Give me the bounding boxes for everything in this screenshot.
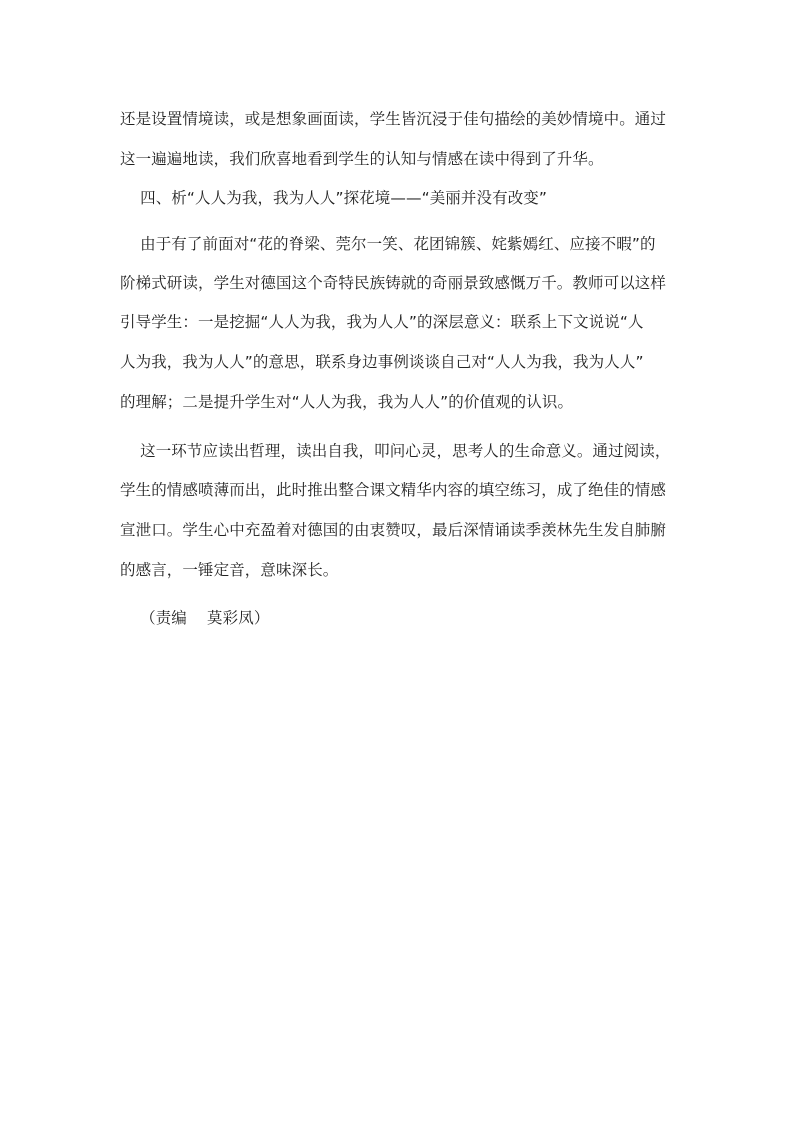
paragraph-line: 还是设置情境读，或是想象画面读，学生皆沉浸于佳句描绘的美妙情境中。通过 [120, 110, 667, 128]
editor-credit: （责编 莫彩凤） [120, 609, 270, 627]
paragraph-line: 这一遍遍地读，我们欣喜地看到学生的认知与情感在读中得到了升华。 [120, 150, 604, 168]
paragraph-line: 这一环节应读出哲理，读出自我，叩问心灵，思考人的生命意义。通过阅读， [120, 442, 671, 460]
paragraph-line: 学生的情感喷薄而出，此时推出整合课文精华内容的填空练习，成了绝佳的情感 [120, 481, 667, 499]
paragraph-line: 引导学生：一是挖掘“人人为我，我为人人”的深层意义：联系上下文说说“人 [120, 313, 644, 331]
paragraph-line: 人为我，我为人人”的意思，联系身边事例谈谈自己对“人人为我，我为人人” [120, 353, 644, 371]
paragraph-line: 由于有了前面对“花的脊梁、莞尔一笑、花团锦簇、姹紫嫣红、应接不暇”的 [120, 235, 656, 253]
paragraph-line: 阶梯式研读，学生对德国这个奇特民族铸就的奇丽景致感慨万千。教师可以这样 [120, 274, 667, 292]
paragraph-line: 的理解；二是提升学生对“人人为我，我为人人”的价值观的认识。 [120, 393, 574, 411]
paragraph-line: 宣泄口。学生心中充盈着对德国的由衷赞叹，最后深情诵读季羡林先生发自肺腑 [120, 521, 667, 539]
section-heading: 四、析“人人为我，我为人人”探花境——“美丽并没有改变” [120, 189, 548, 207]
paragraph-line: 的感言，一锤定音，意味深长。 [120, 561, 339, 579]
